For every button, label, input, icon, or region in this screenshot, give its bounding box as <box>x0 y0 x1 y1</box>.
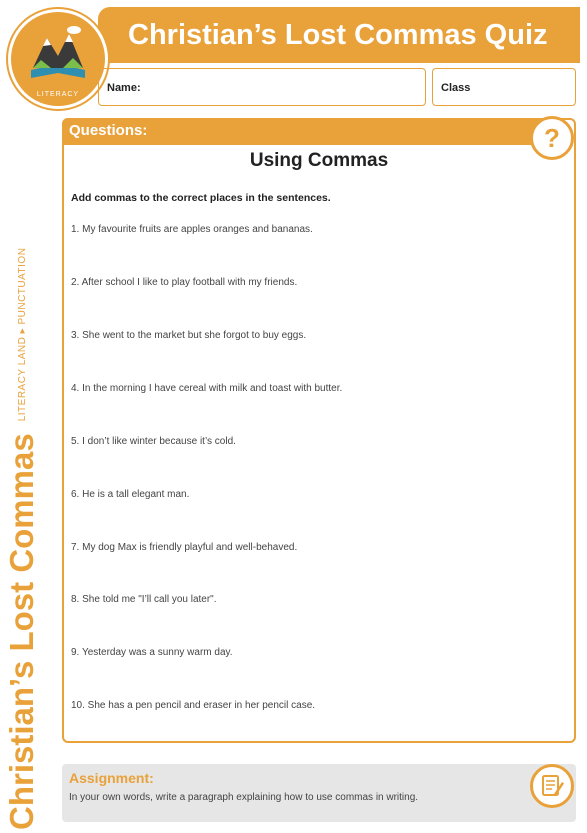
question-item: 9. Yesterday was a sunny warm day. <box>71 647 233 658</box>
side-subtitle: LITERACY LAND ▸ PUNCTUATION <box>16 247 28 422</box>
questions-header <box>62 118 542 145</box>
assignment-text: In your own words, write a paragraph explaining how to use commas in writing. <box>69 792 419 803</box>
name-field[interactable] <box>98 68 426 106</box>
question-item: 2. After school I like to play football with my friends. <box>71 277 298 288</box>
side-title: Christian’s Lost Commas <box>3 433 40 830</box>
question-item: 1. My favourite fruits are apples oranges and bananas. <box>71 224 313 235</box>
section-heading: Using Commas <box>249 150 389 171</box>
class-field[interactable] <box>432 68 576 106</box>
name-label: Name: <box>107 82 141 94</box>
questions-header-label: Questions: <box>69 122 148 139</box>
literacy-logo <box>8 9 108 109</box>
side-label <box>2 247 42 830</box>
question-item: 8. She told me "I’ll call you later". <box>71 594 217 605</box>
page-title: Christian’s Lost Commas Quiz <box>128 19 548 51</box>
instruction-text: Add commas to the correct places in the sentences. <box>71 192 331 204</box>
question-item: 4. In the morning I have cereal with milk and toast with butter. <box>71 383 343 394</box>
question-mark-icon <box>530 116 574 160</box>
question-item: 6. He is a tall elegant man. <box>71 489 190 500</box>
title-bar <box>98 7 580 63</box>
question-item: 3. She went to the market but she forgot to buy eggs. <box>71 330 307 341</box>
notepad-pencil-icon <box>530 764 574 808</box>
question-item: 5. I don’t like winter because it’s cold. <box>71 436 236 447</box>
question-item: 10. She has a pen pencil and eraser in her pencil case. <box>71 700 316 711</box>
assignment-panel <box>62 764 576 822</box>
notepad-icon <box>533 767 571 805</box>
question-item: 7. My dog Max is friendly playful and well-behaved. <box>71 542 298 553</box>
class-label: Class <box>441 82 471 94</box>
assignment-title: Assignment: <box>69 770 154 786</box>
questions-panel <box>62 118 576 743</box>
logo-word: LITERACY <box>36 91 80 98</box>
help-symbol: ? <box>544 123 560 153</box>
